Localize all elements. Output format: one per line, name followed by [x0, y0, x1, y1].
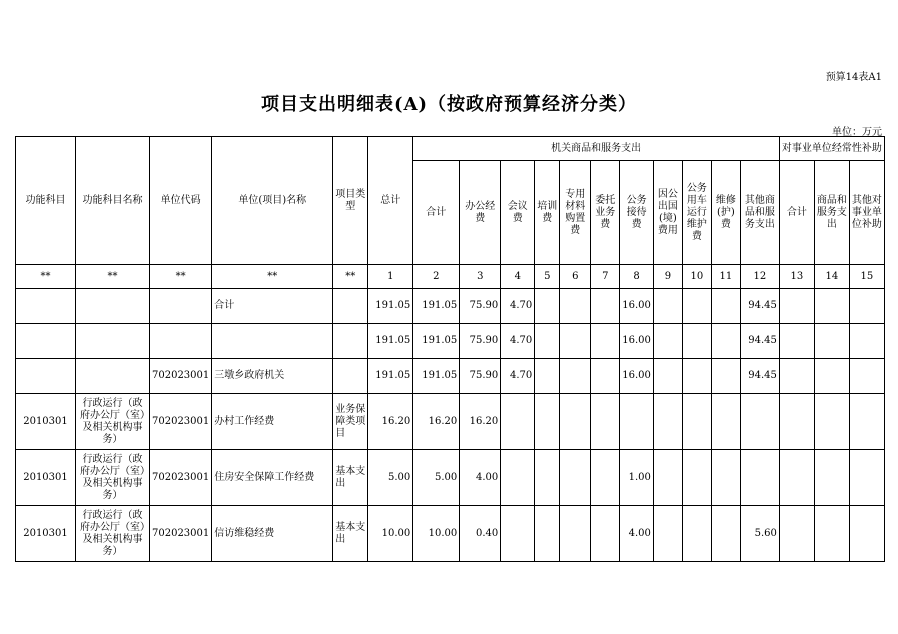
training-cell — [535, 289, 560, 324]
meeting-cell: 4.70 — [501, 359, 535, 394]
proj-type-cell: 基本支出 — [333, 450, 368, 506]
header-sub-other: 其他对事业单位补助 — [849, 161, 884, 265]
func-name-cell: 行政运行（政府办公厅（室）及相关机构事务） — [76, 506, 150, 562]
table-row — [16, 359, 885, 394]
index-cell: 9 — [653, 265, 682, 289]
sub-other-cell — [849, 359, 884, 394]
repair-cell — [711, 359, 740, 394]
header-sub-goods: 商品和服务支出 — [814, 161, 849, 265]
total-cell: 16.20 — [368, 394, 413, 450]
table-header — [16, 137, 885, 265]
unit-name-cell: 合计 — [212, 289, 333, 324]
header-meeting: 会议费 — [501, 161, 535, 265]
proj-type-cell — [333, 324, 368, 359]
vehicle-cell — [682, 324, 711, 359]
index-cell: ** — [76, 265, 150, 289]
header-unit-code: 单位代码 — [150, 137, 212, 265]
unit-code-cell — [150, 324, 212, 359]
unit-name-cell: 三墩乡政府机关 — [212, 359, 333, 394]
index-cell: ** — [150, 265, 212, 289]
func-name-cell: 行政运行（政府办公厅（室）及相关机构事务） — [76, 450, 150, 506]
office-cell: 75.90 — [460, 359, 501, 394]
abroad-cell — [653, 289, 682, 324]
index-cell: 6 — [560, 265, 591, 289]
reception-cell — [620, 394, 654, 450]
office-cell: 75.90 — [460, 324, 501, 359]
reception-cell: 16.00 — [620, 289, 654, 324]
other-goods-cell: 94.45 — [740, 359, 779, 394]
office-cell: 16.20 — [460, 394, 501, 450]
repair-cell — [711, 324, 740, 359]
equipment-cell — [560, 450, 591, 506]
total-cell: 10.00 — [368, 506, 413, 562]
func-name-cell: 行政运行（政府办公厅（室）及相关机构事务） — [76, 394, 150, 450]
table-row — [16, 394, 885, 450]
abroad-cell — [653, 450, 682, 506]
header-abroad: 因公出国(境)费用 — [653, 161, 682, 265]
index-cell: 13 — [779, 265, 814, 289]
sub-other-cell — [849, 394, 884, 450]
table-body — [16, 265, 885, 562]
header-office: 办公经费 — [460, 161, 501, 265]
index-cell: 3 — [460, 265, 501, 289]
sub-total-cell — [779, 289, 814, 324]
table-row — [16, 506, 885, 562]
total-cell: 5.00 — [368, 450, 413, 506]
table-row — [16, 450, 885, 506]
index-row — [16, 265, 885, 289]
subtotal-cell: 191.05 — [413, 359, 460, 394]
subtotal-cell: 5.00 — [413, 450, 460, 506]
sub-total-cell — [779, 324, 814, 359]
header-total: 总计 — [368, 137, 413, 265]
training-cell — [535, 394, 560, 450]
sub-goods-cell — [814, 289, 849, 324]
entrust-cell — [591, 359, 620, 394]
index-cell: 10 — [682, 265, 711, 289]
other-goods-cell: 94.45 — [740, 289, 779, 324]
header-unit-name: 单位(项目)名称 — [212, 137, 333, 265]
vehicle-cell — [682, 394, 711, 450]
unit-code-cell: 702023001 — [150, 506, 212, 562]
header-reception: 公务接待费 — [620, 161, 654, 265]
unit-code-cell: 702023001 — [150, 359, 212, 394]
header-subtotal: 合计 — [413, 161, 460, 265]
entrust-cell — [591, 289, 620, 324]
training-cell — [535, 506, 560, 562]
func-code-cell: 2010301 — [16, 450, 76, 506]
entrust-cell — [591, 324, 620, 359]
meeting-cell — [501, 450, 535, 506]
header-proj-type: 项目类型 — [333, 137, 368, 265]
reception-cell: 16.00 — [620, 359, 654, 394]
other-goods-cell — [740, 450, 779, 506]
office-cell: 0.40 — [460, 506, 501, 562]
abroad-cell — [653, 394, 682, 450]
index-cell: 14 — [814, 265, 849, 289]
index-cell: ** — [16, 265, 76, 289]
equipment-cell — [560, 506, 591, 562]
index-cell: 5 — [535, 265, 560, 289]
header-group-subsidy: 对事业单位经常性补助 — [779, 137, 884, 161]
equipment-cell — [560, 324, 591, 359]
index-cell: ** — [333, 265, 368, 289]
vehicle-cell — [682, 506, 711, 562]
header-func-name: 功能科目名称 — [76, 137, 150, 265]
form-code: 预算14表A1 — [825, 72, 882, 83]
training-cell — [535, 450, 560, 506]
unit-name-cell — [212, 324, 333, 359]
proj-type-cell — [333, 289, 368, 324]
header-repair: 维修(护)费 — [711, 161, 740, 265]
header-group-goods: 机关商品和服务支出 — [413, 137, 780, 161]
unit-name-cell: 信访维稳经费 — [212, 506, 333, 562]
header-sub-total: 合计 — [779, 161, 814, 265]
office-cell: 4.00 — [460, 450, 501, 506]
budget-table — [15, 136, 885, 562]
func-name-cell — [76, 324, 150, 359]
equipment-cell — [560, 359, 591, 394]
sub-total-cell — [779, 450, 814, 506]
index-cell: 2 — [413, 265, 460, 289]
total-cell: 191.05 — [368, 359, 413, 394]
index-cell: 4 — [501, 265, 535, 289]
reception-cell: 4.00 — [620, 506, 654, 562]
unit-name-cell: 住房安全保障工作经费 — [212, 450, 333, 506]
equipment-cell — [560, 394, 591, 450]
abroad-cell — [653, 324, 682, 359]
header-training: 培训费 — [535, 161, 560, 265]
proj-type-cell: 业务保障类项目 — [333, 394, 368, 450]
unit-code-cell: 702023001 — [150, 394, 212, 450]
repair-cell — [711, 506, 740, 562]
func-code-cell — [16, 359, 76, 394]
table-row — [16, 324, 885, 359]
unit-code-cell — [150, 289, 212, 324]
vehicle-cell — [682, 289, 711, 324]
reception-cell: 16.00 — [620, 324, 654, 359]
equipment-cell — [560, 289, 591, 324]
total-cell: 191.05 — [368, 289, 413, 324]
index-cell: 15 — [849, 265, 884, 289]
other-goods-cell — [740, 394, 779, 450]
sub-other-cell — [849, 324, 884, 359]
reception-cell: 1.00 — [620, 450, 654, 506]
page-title: 项目支出明细表(A)（按政府预算经济分类） — [261, 94, 637, 115]
func-code-cell: 2010301 — [16, 394, 76, 450]
header-func-code: 功能科目 — [16, 137, 76, 265]
sub-goods-cell — [814, 324, 849, 359]
sub-goods-cell — [814, 506, 849, 562]
index-cell: 7 — [591, 265, 620, 289]
repair-cell — [711, 289, 740, 324]
abroad-cell — [653, 506, 682, 562]
header-other-goods: 其他商品和服务支出 — [740, 161, 779, 265]
unit-label: 单位：万元 — [832, 127, 882, 138]
meeting-cell: 4.70 — [501, 289, 535, 324]
sub-other-cell — [849, 450, 884, 506]
subtotal-cell: 16.20 — [413, 394, 460, 450]
subtotal-cell: 191.05 — [413, 289, 460, 324]
subtotal-cell: 191.05 — [413, 324, 460, 359]
vehicle-cell — [682, 359, 711, 394]
total-cell: 191.05 — [368, 324, 413, 359]
entrust-cell — [591, 394, 620, 450]
training-cell — [535, 324, 560, 359]
header-vehicle: 公务用车运行维护费 — [682, 161, 711, 265]
proj-type-cell — [333, 359, 368, 394]
office-cell: 75.90 — [460, 289, 501, 324]
func-name-cell — [76, 289, 150, 324]
meeting-cell: 4.70 — [501, 324, 535, 359]
sub-total-cell — [779, 394, 814, 450]
unit-name-cell: 办村工作经费 — [212, 394, 333, 450]
unit-code-cell: 702023001 — [150, 450, 212, 506]
sub-total-cell — [779, 506, 814, 562]
sub-other-cell — [849, 506, 884, 562]
abroad-cell — [653, 359, 682, 394]
proj-type-cell: 基本支出 — [333, 506, 368, 562]
index-cell: 8 — [620, 265, 654, 289]
other-goods-cell: 94.45 — [740, 324, 779, 359]
other-goods-cell: 5.60 — [740, 506, 779, 562]
func-code-cell — [16, 324, 76, 359]
repair-cell — [711, 394, 740, 450]
index-cell: 1 — [368, 265, 413, 289]
vehicle-cell — [682, 450, 711, 506]
index-cell: 12 — [740, 265, 779, 289]
meeting-cell — [501, 394, 535, 450]
func-name-cell — [76, 359, 150, 394]
sub-goods-cell — [814, 359, 849, 394]
sub-total-cell — [779, 359, 814, 394]
index-cell: 11 — [711, 265, 740, 289]
func-code-cell: 2010301 — [16, 506, 76, 562]
header-entrust: 委托业务费 — [591, 161, 620, 265]
sub-other-cell — [849, 289, 884, 324]
entrust-cell — [591, 450, 620, 506]
sub-goods-cell — [814, 450, 849, 506]
meeting-cell — [501, 506, 535, 562]
training-cell — [535, 359, 560, 394]
sub-goods-cell — [814, 394, 849, 450]
table-row — [16, 289, 885, 324]
repair-cell — [711, 450, 740, 506]
entrust-cell — [591, 506, 620, 562]
subtotal-cell: 10.00 — [413, 506, 460, 562]
func-code-cell — [16, 289, 76, 324]
header-equipment: 专用材料购置费 — [560, 161, 591, 265]
index-cell: ** — [212, 265, 333, 289]
